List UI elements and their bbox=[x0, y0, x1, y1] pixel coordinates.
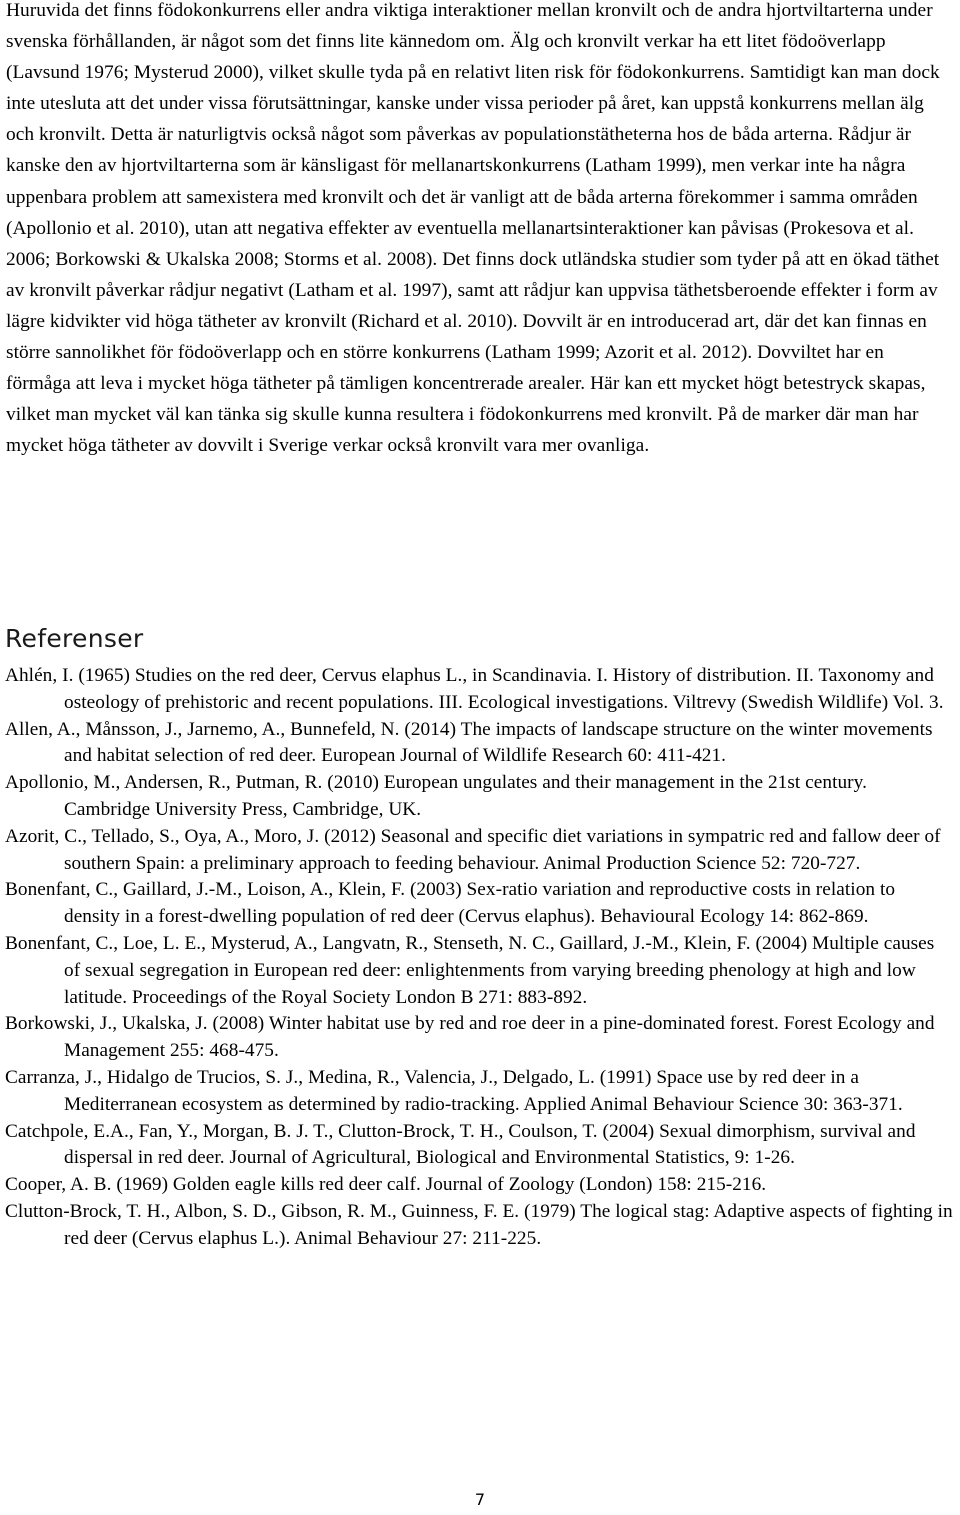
reference-list bbox=[5, 663, 955, 1253]
reference-item: Cooper, A. B. (1969) Golden eagle kills red deer calf. Journal of Zoology (London) 158: 215-216. bbox=[5, 1174, 767, 1196]
body-paragraph: Huruvida det finns födokonkurrens eller andra viktiga interaktioner mellan kronvilt och de andra hjortviltarterna under svenska förhållanden, är något som det finns lite kännedom om. Älg och kronvilt verkar ha ett litet födoöverlapp (Lavsund 1976; Mysterud 2000), vilket skulle tyda på en relativt liten risk för födokonkurrens. Samtidigt kan man dock inte utesluta att det under vissa förutsättningar, kanske under vissa perioder på året, kan uppstå konkurrens mellan älg och kronvilt. Detta är naturligtvis också något som påverkas av populationstätheterna hos de båda arterna. Rådjur är kanske den av hjortviltarterna som är känsligast för mellanartskonkurrens (Latham 1999), men verkar inte ha några uppenbara problem att samexistera med kronvilt och det är vanligt att de båda arterna förekommer i samma områden (Apollonio et al. 2010), utan att negativa effekter av eventuella mellanartsinteraktioner kan påvisas (Prokesova et al. 2006; Borkowski & Ukalska 2008; Storms et al. 2008). Det finns dock utländska studier som tyder på att en ökad täthet av kronvilt påverkar rådjur negativt (Latham et al. 1997), samt att rådjur kan uppvisa täthetsberoende effekter i form av lägre kidvikter vid höga tätheter av kronvilt (Richard et al. 2010). Dovvilt är en introducerad art, där det kan finnas en större sannolikhet för födoöverlapp och en större konkurrens (Latham 1999; Azorit et al. 2012). Dovviltet har en förmåga att leva i mycket höga tätheter på tämligen koncentrerade arealer. Här kan ett mycket högt betestryck skapas, vilket man mycket väl kan tänka sig skulle kunna resultera i födokonkurrens med kronvilt. På de marker där man har mycket höga tätheter av dovvilt i Sverige verkar också kronvilt vara mer ovanliga. bbox=[6, 0, 940, 457]
reference-item: Borkowski, J., Ukalska, J. (2008) Winter habitat use by red and roe deer in a pine-dominated forest. Forest Ecology and Management 255: 468-475. bbox=[5, 1013, 935, 1062]
reference-item: Carranza, J., Hidalgo de Trucios, S. J., Medina, R., Valencia, J., Delgado, L. (1991) Space use by red deer in a Mediterranean ecosystem as determined by radio-tracking. Applied Animal Behaviour Science 30: 363-371. bbox=[5, 1066, 903, 1115]
reference-item: Bonenfant, C., Loe, L. E., Mysterud, A., Langvatn, R., Stenseth, N. C., Gaillard, J.-M., Klein, F. (2004) Multiple causes of sexual segregation in European red deer: enlightenments from varying breeding phenology at high and low latitude. Proceedings of the Royal Society London B 271: 883-892. bbox=[5, 932, 935, 1008]
page-number: 7 bbox=[474, 1490, 486, 1509]
reference-item: Azorit, C., Tellado, S., Oya, A., Moro, J. (2012) Seasonal and specific diet variations in sympatric red and fallow deer of southern Spain: a preliminary approach to feeding behaviour. Animal Production Science 52: 720-727. bbox=[5, 825, 941, 874]
reference-item: Apollonio, M., Andersen, R., Putman, R. (2010) European ungulates and their management in the 21st century. Cambridge University Press, Cambridge, UK. bbox=[5, 772, 867, 820]
reference-item: Ahlén, I. (1965) Studies on the red deer, Cervus elaphus L., in Scandinavia. I. History of distribution. II. Taxonomy and osteology of prehistoric and recent populations. III. Ecological investigations. Viltrevy (Swedish Wildlife) Vol. 3. bbox=[5, 665, 944, 713]
reference-item: Catchpole, E.A., Fan, Y., Morgan, B. J. T., Clutton-Brock, T. H., Coulson, T. (2004) Sexual dimorphism, survival and dispersal in red deer. Journal of Agricultural, Biological and Environmental Statistics, 9: 1-26. bbox=[5, 1120, 916, 1169]
reference-item: Allen, A., Månsson, J., Jarnemo, A., Bunnefeld, N. (2014) The impacts of landscape structure on the winter movements and habitat selection of red deer. European Journal of Wildlife Research 60: 411-421. bbox=[5, 718, 933, 767]
reference-item: Clutton-Brock, T. H., Albon, S. D., Gibson, R. M., Guinness, F. E. (1979) The logical stag: Adaptive aspects of fighting in red deer (Cervus elaphus L.). Animal Behaviour 27: 211-225. bbox=[5, 1200, 953, 1249]
reference-item: Bonenfant, C., Gaillard, J.-M., Loison, A., Klein, F. (2003) Sex-ratio variation and reproductive costs in relation to density in a forest-dwelling population of red deer (Cervus elaphus). Behavioural Ecology 14: 862-869. bbox=[5, 879, 896, 928]
references-heading: Referenser bbox=[5, 624, 144, 653]
